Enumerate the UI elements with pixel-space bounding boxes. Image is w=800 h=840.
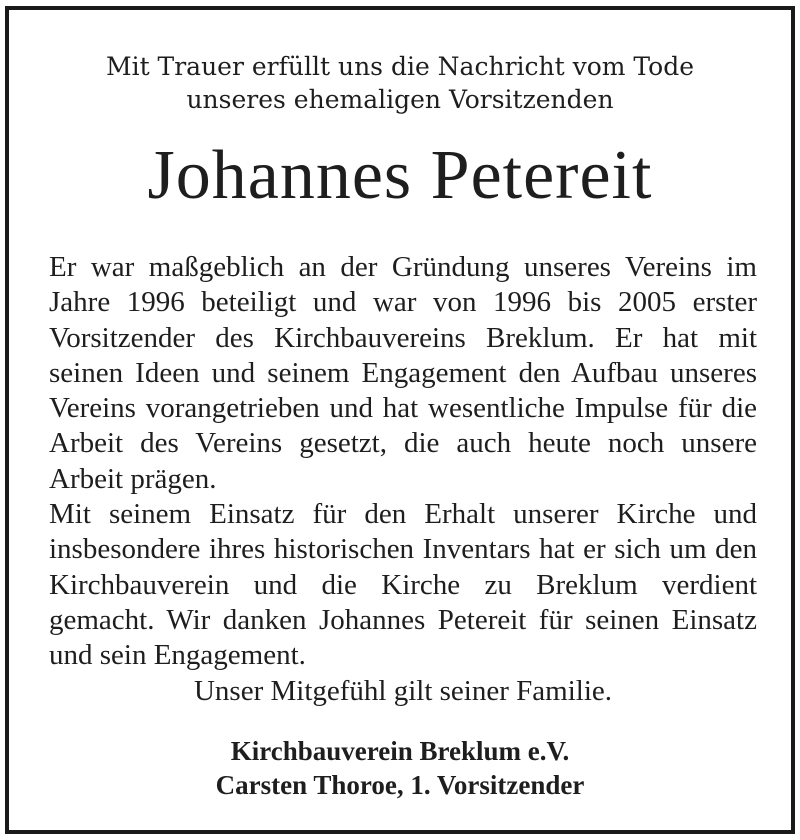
intro-line-2: unseres ehemaligen Vorsitzenden [186,85,614,114]
paragraph-founding: Er war maßgeblich an der Gründung unseres Vereins im Jahre 1996 beteiligt und war von 1996 bis 2005 erster Vorsitzender des Kirchbauvereins Breklum. Er hat mit seinen Ideen und seinem Engagement den Aufbau unseres Vereins vorangetrieben und hat wesentliche Impulse für die Arbeit des Vereins gesetzt, die auch heute noch unsere Arbeit prägen. [49,251,757,495]
deceased-name: Johannes Petereit [147,137,653,214]
signature-block [9,734,791,802]
association-name: Kirchbauverein Breklum e.V. [230,736,570,766]
paragraph-church: Mit seinem Einsatz für den Erhalt unserer Kirche und insbesondere ihres historischen Inventars hat er sich um den Kirchbauverein und die Kirche zu Breklum verdient gemacht. Wir danken Johannes Petereit für seinen Einsatz und sein Engagement. [49,498,757,672]
intro-line-1: Mit Trauer erfüllt uns die Nachricht vom Tode [105,52,695,81]
obituary-notice [5,6,795,834]
body-text [49,250,757,709]
intro-text [9,50,791,116]
signatory: Carsten Thoroe, 1. Vorsitzender [215,770,585,800]
condolence-line: Unser Mitgefühl gilt seiner Familie. [193,674,612,707]
